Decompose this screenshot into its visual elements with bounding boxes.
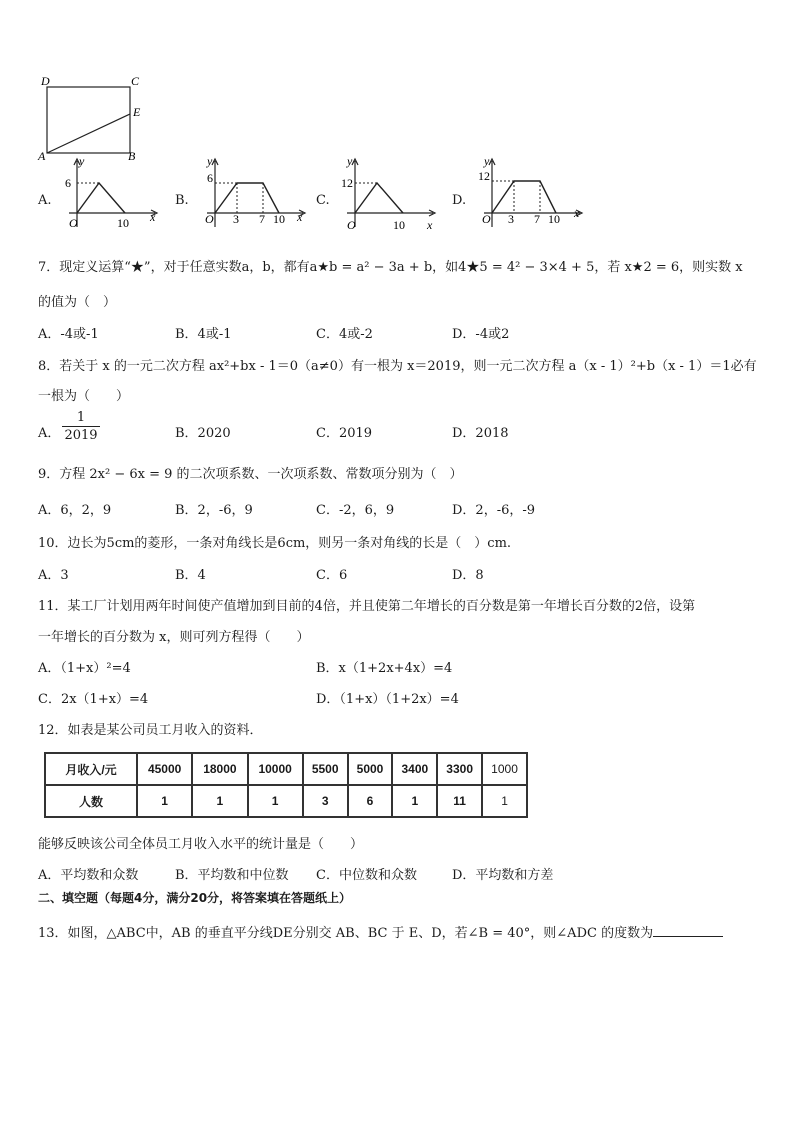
q12-question: 能够反映该公司全体员工月收入水平的统计量是（ ）	[38, 837, 364, 852]
q6-option-b-label: B.	[175, 193, 189, 208]
table-cell: 人数	[45, 785, 137, 817]
x-tick: 3	[233, 212, 239, 226]
fraction-numerator: 1	[62, 410, 100, 427]
q7-text-line2: 的值为（ ）	[38, 295, 117, 310]
y-axis-label: y	[207, 155, 213, 168]
q8-option-b: B．2020	[175, 426, 231, 441]
origin-label: O	[69, 216, 78, 230]
table-cell: 1	[192, 785, 247, 817]
rectangle-figure	[30, 70, 150, 165]
x-tick: 10	[117, 216, 129, 230]
q6-option-d-label: D.	[452, 193, 467, 208]
table-header-cell: 5500	[303, 753, 348, 785]
q11-text-line1: 11．某工厂计划用两年时间使产值增加到目前的4倍，并且使第二年增长的百分数是第一年增长百分数的2倍，设第	[38, 599, 696, 614]
table-cell: 1	[248, 785, 303, 817]
origin-label: O	[347, 218, 356, 232]
x-axis-label: x	[150, 210, 156, 224]
table-header-cell: 18000	[192, 753, 247, 785]
table-header-cell: 3300	[437, 753, 482, 785]
q9-option-a: A．6，2，9	[38, 503, 112, 518]
q9-option-c: C．-2，6，9	[316, 503, 395, 518]
table-header-cell: 5000	[348, 753, 393, 785]
y-mark: 12	[478, 169, 490, 183]
q10-option-c: C．6	[316, 568, 348, 583]
table-header-cell: 10000	[248, 753, 303, 785]
table-cell: 11	[437, 785, 482, 817]
x-axis-label: x	[427, 218, 433, 232]
income-table	[44, 752, 528, 818]
origin-label: O	[205, 212, 214, 226]
q11-option-a: A．（1+x）²=4	[38, 661, 131, 676]
table-header-cell: 3400	[392, 753, 437, 785]
q11-text-line2: 一年增长的百分数为 x，则可列方程得（ ）	[38, 630, 310, 645]
q11-option-b: B．x（1+2x+4x）=4	[316, 661, 453, 676]
q7-option-b: B．4或-1	[175, 327, 232, 342]
origin-label: O	[482, 212, 491, 226]
q7-option-d: D．-4或2	[452, 327, 510, 342]
table-row	[45, 753, 527, 785]
table-cell: 3	[303, 785, 348, 817]
y-mark: 6	[65, 176, 71, 190]
q8-option-c: C．2019	[316, 426, 373, 441]
table-cell: 1	[482, 785, 527, 817]
q11-option-c: C．2x（1+x）=4	[38, 692, 149, 707]
table-cell: 1	[392, 785, 437, 817]
table-cell: 6	[348, 785, 393, 817]
q12-option-a: A．平均数和众数	[38, 868, 139, 883]
label-b: B	[128, 149, 136, 163]
y-mark: 12	[341, 176, 353, 190]
q13-text: 13．如图，△ABC中，AB 的垂直平分线DE分别交 AB、BC 于 E、D，若∠B = 40°，则∠ADC 的度数为	[38, 926, 654, 941]
label-d: D	[41, 74, 50, 88]
x-tick: 10	[548, 212, 560, 226]
x-tick: 3	[508, 212, 514, 226]
q9-option-d: D．2，-6，-9	[452, 503, 536, 518]
x-tick: 10	[273, 212, 285, 226]
fraction-denominator: 2019	[64, 428, 98, 443]
label-e: E	[133, 105, 141, 119]
x-tick: 10	[393, 218, 405, 232]
q9-option-b: B．2，-6，9	[175, 503, 253, 518]
q13-line	[38, 922, 723, 941]
x-tick: 7	[534, 212, 540, 226]
q10-option-d: D．8	[452, 568, 484, 583]
q9-text: 9．方程 2x² − 6x = 9 的二次项系数、一次项系数、常数项分别为（ ）	[38, 467, 463, 482]
table-header-cell: 月收入/元	[45, 753, 137, 785]
q7-option-a: A．-4或-1	[38, 327, 99, 342]
q8-option-a-label: A．	[38, 426, 61, 441]
q12-option-d: D．平均数和方差	[452, 868, 554, 883]
x-tick: 7	[259, 212, 265, 226]
q12-text: 12．如表是某公司员工月收入的资料．	[38, 723, 263, 738]
label-c: C	[131, 74, 140, 88]
q7-text-line1: 7．现定义运算“★”，对于任意实数a，b，都有a★b = a² − 3a + b，如4★5 = 4² − 3×4 + 5，若 x★2 = 6，则实数 x	[38, 260, 743, 275]
y-axis-label: y	[347, 155, 353, 168]
y-axis-label: y	[484, 155, 490, 168]
q12-option-c: C．中位数和众数	[316, 868, 417, 883]
q10-text: 10．边长为5cm的菱形，一条对角线长是6cm，则另一条对角线的长是（ ）cm.	[38, 536, 512, 551]
y-axis-label: y	[79, 155, 85, 168]
q8-text-line2: 一根为（ ）	[38, 389, 130, 404]
section-heading: 二、填空题（每题4分，满分20分，将答案填在答题纸上）	[38, 891, 352, 905]
table-row	[45, 785, 527, 817]
q10-option-b: B．4	[175, 568, 206, 583]
q6-graph-d	[470, 155, 590, 235]
q12-option-b: B．平均数和中位数	[175, 868, 289, 883]
q6-option-a-label: A.	[38, 193, 52, 208]
q8-text-line1: 8．若关于 x 的一元二次方程 ax²+bx - 1＝0（a≠0）有一根为 x＝2019，则一元二次方程 a（x - 1）²+b（x - 1）＝1必有	[38, 359, 757, 374]
x-axis-label: x	[297, 210, 303, 224]
q8-option-d: D．2018	[452, 426, 509, 441]
q7-option-c: C．4或-2	[316, 327, 373, 342]
table-cell: 1	[137, 785, 192, 817]
q6-graph-b	[193, 155, 313, 235]
q6-graph-c	[333, 155, 443, 235]
table-header-cell: 1000	[482, 753, 527, 785]
q6-option-c-label: C.	[316, 193, 330, 208]
label-a: A	[38, 149, 46, 163]
table-header-cell: 45000	[137, 753, 192, 785]
q10-option-a: A．3	[38, 568, 69, 583]
q6-graph-a	[55, 155, 165, 235]
x-axis-label: x	[574, 206, 580, 220]
q11-option-d: D．（1+x）（1+2x）=4	[316, 692, 459, 707]
y-mark: 6	[207, 171, 213, 185]
q8-option-a-fraction	[62, 410, 100, 443]
answer-blank	[653, 924, 723, 937]
